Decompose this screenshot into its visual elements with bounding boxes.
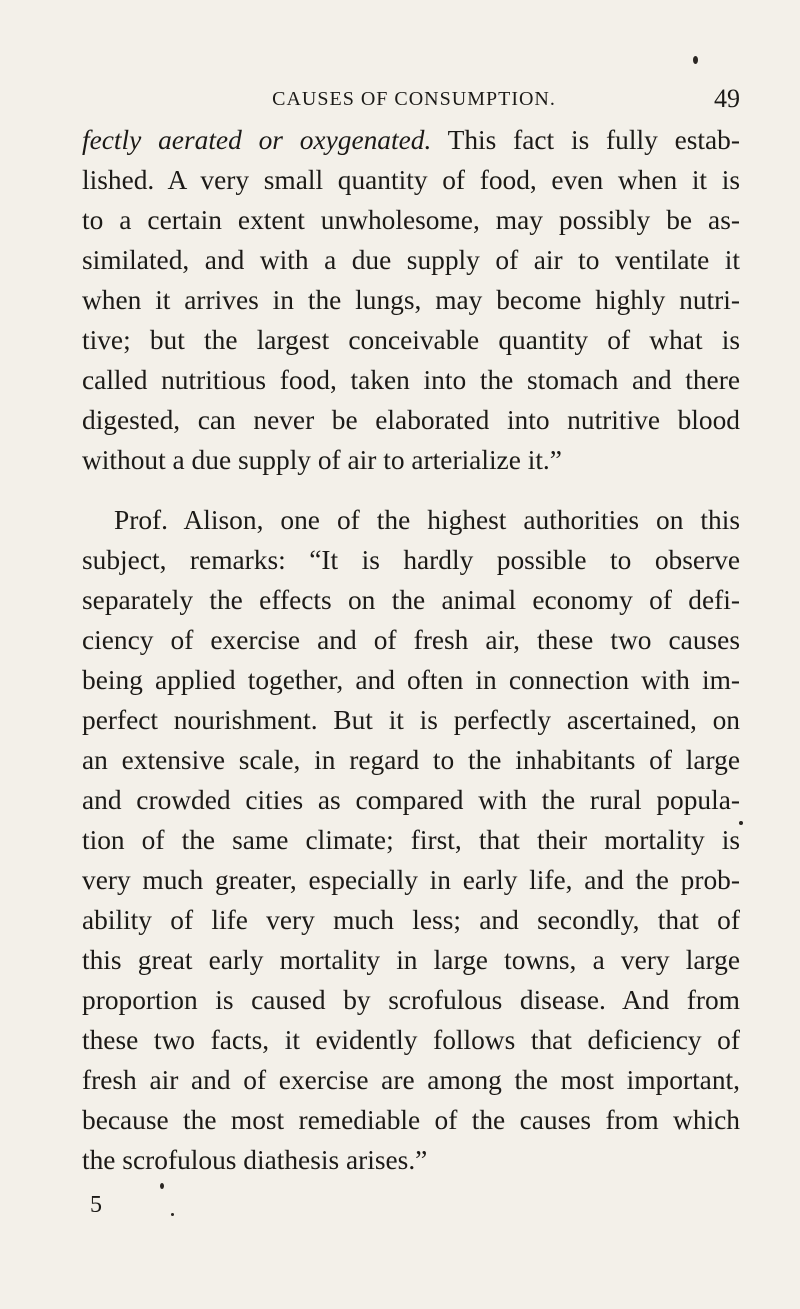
text-line: ability of life very much less; and secondly, that of (82, 905, 740, 935)
text-line: being applied together, and often in connection with im- (82, 665, 740, 695)
scan-speck (739, 821, 743, 825)
paragraph-gap (82, 480, 740, 500)
text-line: and crowded cities as compared with the rural popula- (82, 785, 740, 815)
text-line: lished. A very small quantity of food, even when it is (82, 165, 740, 195)
signature-mark: 5 (90, 1192, 102, 1218)
text-line: these two facts, it evidently follows that deficiency of (82, 1025, 740, 1055)
body-text (82, 120, 740, 1180)
text-line: to a certain extent unwholesome, may possibly be as- (82, 205, 740, 235)
text-line: similated, and with a due supply of air to ventilate it (82, 245, 740, 275)
text-line: tion of the same climate; first, that their mortality is (82, 825, 740, 855)
running-title: CAUSES OF CONSUMPTION. (272, 88, 556, 110)
scan-speck (160, 1183, 164, 1189)
text-line: perfect nourishment. But it is perfectly ascertained, on (82, 705, 740, 735)
text-line: when it arrives in the lungs, may become highly nutri- (82, 285, 740, 315)
scan-speck (171, 1213, 174, 1216)
text-line: without a due supply of air to arterialize it.” (82, 445, 562, 475)
text-line (82, 120, 740, 160)
text-fragment: This fact is fully estab- (447, 125, 740, 155)
text-line: Prof. Alison, one of the highest authorities on this (114, 505, 740, 535)
text-line: very much greater, especially in early life, and the prob- (82, 865, 740, 895)
text-line: an extensive scale, in regard to the inhabitants of large (82, 745, 740, 775)
scan-speck (693, 56, 698, 64)
page-number: 49 (714, 84, 740, 113)
text-line: fresh air and of exercise are among the most important, (82, 1065, 740, 1095)
text-line: digested, can never be elaborated into nutritive blood (82, 405, 740, 435)
italic-phrase: fectly aerated or oxygenated. (82, 125, 432, 155)
text-line: this great early mortality in large towns, a very large (82, 945, 740, 975)
text-line: the scrofulous diathesis arises.” (82, 1145, 428, 1175)
text-line: called nutritious food, taken into the stomach and there (82, 365, 740, 395)
text-line: tive; but the largest conceivable quantity of what is (82, 325, 740, 355)
text-line: separately the effects on the animal economy of defi- (82, 585, 740, 615)
text-line: proportion is caused by scrofulous disease. And from (82, 985, 740, 1015)
running-head (88, 84, 740, 118)
text-line: ciency of exercise and of fresh air, these two causes (82, 625, 740, 655)
text-line: because the most remediable of the causes from which (82, 1105, 740, 1135)
text-line: subject, remarks: “It is hardly possible to observe (82, 545, 740, 575)
